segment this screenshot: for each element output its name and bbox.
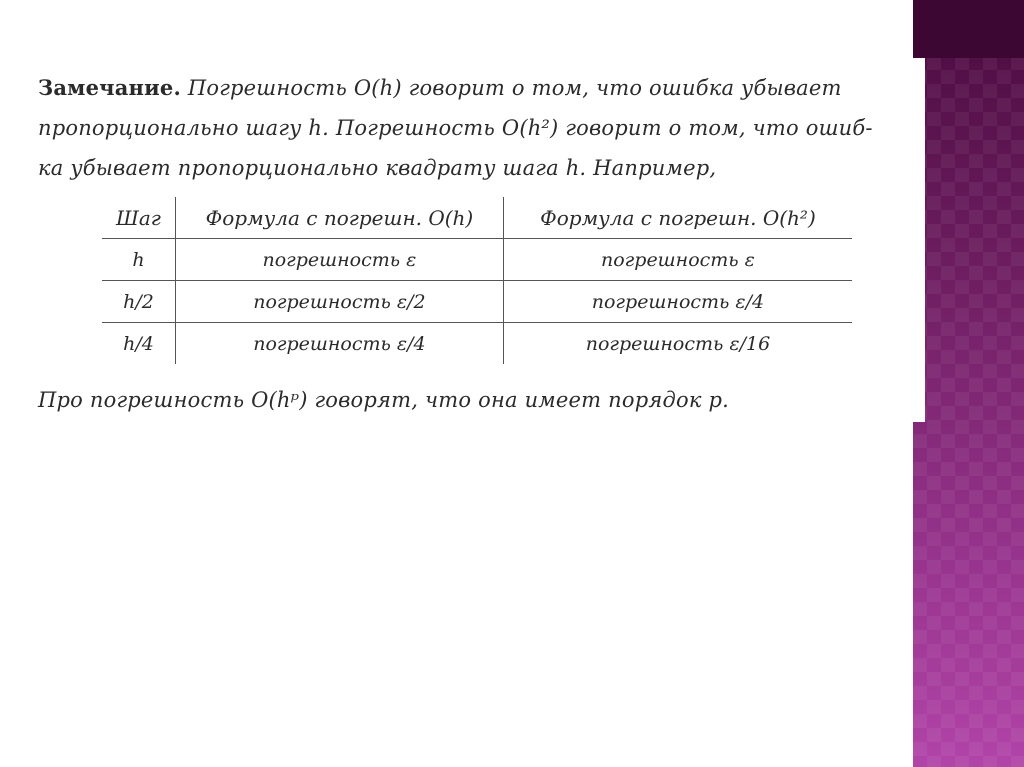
paragraph-line-1 <box>38 68 918 108</box>
table-cell-first-order: погрешность ε <box>175 239 503 281</box>
decorative-side-band <box>913 0 1024 767</box>
table-cell-second-order: погрешность ε/16 <box>585 332 771 355</box>
table-cell-step: h/4 <box>102 323 175 365</box>
remark-paragraph <box>38 68 918 188</box>
error-table <box>102 197 852 364</box>
paragraph-line-3: ка убывает пропорционально квадрату шага h. Например, <box>38 156 717 180</box>
table-header-row <box>102 197 852 239</box>
table-row <box>102 239 852 281</box>
table-header-second-order: Формула с погрешн. O(h²) <box>503 197 852 239</box>
order-statement: Про погрешность O(hᵖ) говорят, что она имеет порядок p. <box>38 388 729 412</box>
table-cell-step: h <box>102 239 175 281</box>
table-cell-first-order: погрешность ε/4 <box>175 323 503 365</box>
decorative-side-band-top <box>913 0 1024 58</box>
table-cell-first-order: погрешность ε/2 <box>175 281 503 323</box>
paragraph-line-2: пропорционально шагу h. Погрешность O(h²) говорит о том, что ошиб- <box>38 116 873 140</box>
remark-label: Замечание. <box>38 75 181 100</box>
table-row <box>102 281 852 323</box>
table-cell-second-order: погрешность ε/4 <box>503 281 852 323</box>
table-cell-second-order: погрешность ε <box>503 239 852 281</box>
table-row <box>102 323 852 365</box>
table-cell-step: h/2 <box>102 281 175 323</box>
paragraph-line-1-text: Погрешность O(h) говорит о том, что ошибка убывает <box>187 76 842 100</box>
table-header-step: Шаг <box>102 197 175 239</box>
table-header-first-order: Формула с погрешн. O(h) <box>175 197 503 239</box>
